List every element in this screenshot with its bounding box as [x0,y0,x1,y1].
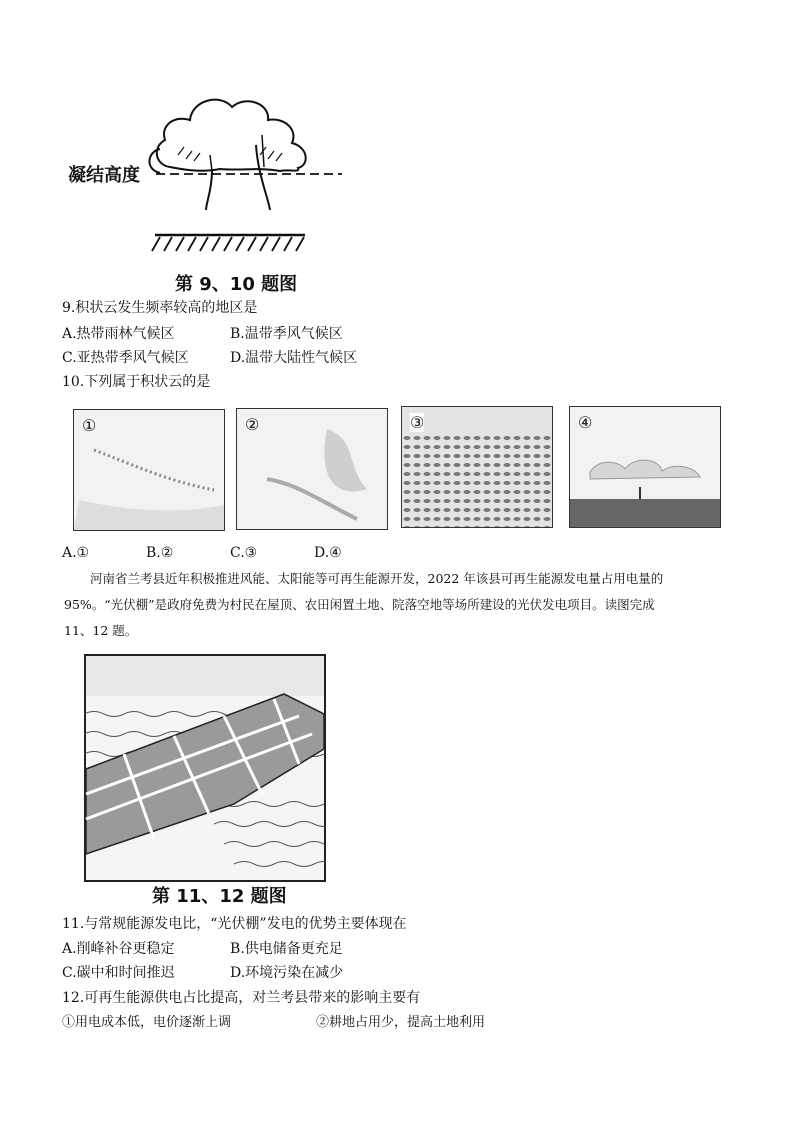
q12-option-1[interactable]: ①用电成本低，电价逐渐上调 [62,1015,232,1030]
q9-option-a[interactable]: A.热带雨林气候区 [62,326,175,342]
cloud-photo-4 [569,406,721,528]
cumulus-cloud-image [570,407,720,527]
q9-option-c[interactable]: C.亚热带季风气候区 [62,350,189,366]
figure1-caption: 第 9、10 题图 [175,274,298,295]
condensation-level-label: 凝结高度 [68,165,140,186]
q11-option-b[interactable]: B.供电储备更充足 [230,941,343,957]
cloud-photo-3 [401,406,553,528]
q11-option-a[interactable]: A.削峰补谷更稳定 [62,941,175,957]
solar-roof-figure [84,654,326,908]
q12-option-2[interactable]: ②耕地占用少，提高土地利用 [316,1015,486,1030]
photo-1-number: ① [82,416,97,435]
q10-option-b[interactable]: B.② [146,545,174,561]
passage-line-2: 95%。“光伏棚”是政府免费为村民在屋顶、农田闲置土地、院落空地等场所建设的光伏发电项目。读图完成 [64,597,655,612]
photo-3-number: ③ [410,413,425,432]
q9-option-b[interactable]: B.温带季风气候区 [230,326,343,342]
q10-option-a[interactable]: A.① [62,545,90,561]
reading-passage [64,566,724,644]
cirrocumulus-cloud-image [402,407,552,527]
cloud-photo-1 [73,409,225,531]
q10-stem: 10.下列属于积状云的是 [62,374,211,390]
cloud-photo-2 [236,408,388,530]
q11-option-c[interactable]: C.碳中和时间推迟 [62,965,175,981]
figure2-caption: 第 11、12 题图 [152,886,287,907]
passage-line-3: 11、12 题。 [64,623,138,638]
cloud-diagram [60,85,360,295]
q9-option-d[interactable]: D.温带大陆性气候区 [230,350,358,366]
passage-line-1: 河南省兰考县近年积极推进风能、太阳能等可再生能源开发，2022 年该县可再生能源发电量占用电量的 [90,571,664,586]
q11-stem: 11.与常规能源发电比，“光伏棚”发电的优势主要体现在 [62,916,407,932]
q10-option-c[interactable]: C.③ [230,545,258,561]
photo-2-number: ② [245,415,260,434]
q9-stem: 9.积状云发生频率较高的地区是 [62,300,258,316]
cirrus-cloud-image [74,410,224,530]
q12-stem: 12.可再生能源供电占比提高，对兰考县带来的影响主要有 [62,990,421,1006]
photo-4-number: ④ [578,413,593,432]
q10-option-d[interactable]: D.④ [314,545,342,561]
solar-panel-roof-drawing [84,654,326,882]
cirrostratus-cloud-image [237,409,387,529]
q11-option-d[interactable]: D.环境污染在减少 [230,965,344,981]
